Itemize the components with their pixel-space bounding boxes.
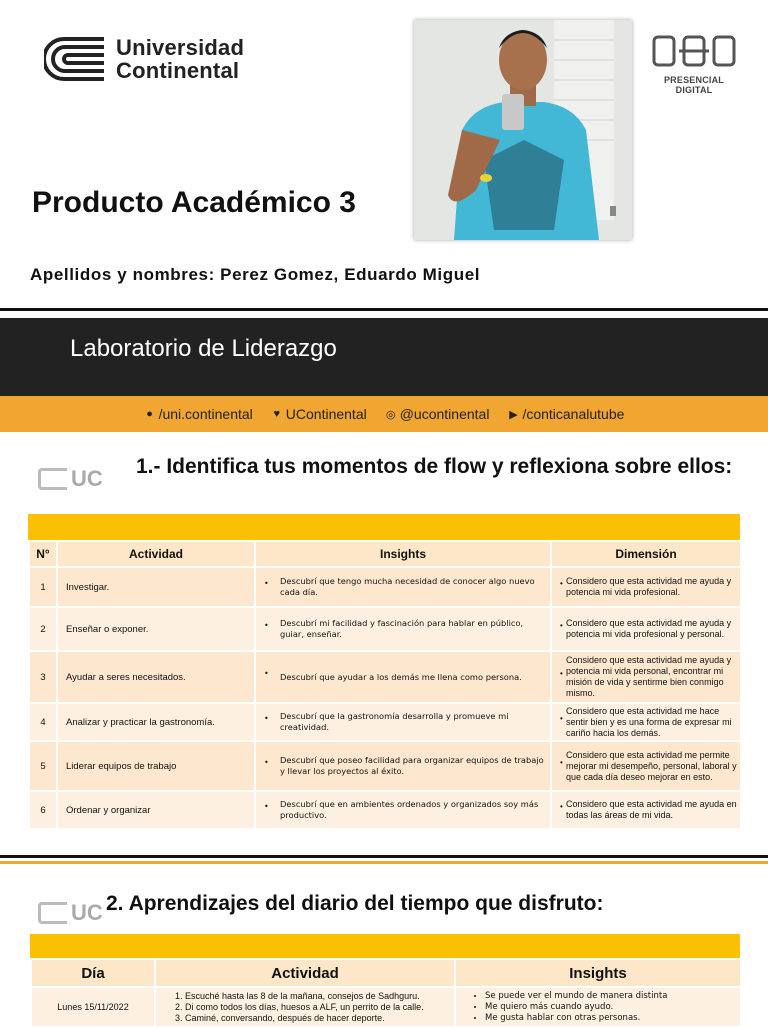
divider	[0, 308, 768, 311]
list-item: 1. Escuché hasta las 8 de la mañana, consejos de Sadhguru.	[185, 991, 453, 1002]
divider	[0, 855, 768, 858]
student-photo	[414, 20, 632, 240]
page-title: Producto Académico 3	[32, 186, 356, 219]
social-twitter[interactable]	[271, 406, 367, 422]
list-item: 2. Di como todos los días, huesos a ALF, un perrito de la calle.	[185, 1002, 453, 1013]
social-bar	[0, 396, 768, 432]
row-dimension: • Considero que esta actividad me hace sentir bien y es una forma de expresar mi cariño hacia los demás.	[551, 703, 741, 741]
diary-table	[30, 958, 742, 1028]
row-dimension: • Considero que esta actividad me ayuda y potencia mi vida profesional y personal.	[551, 607, 741, 651]
table1-header-band	[28, 514, 740, 540]
social-facebook-text: /uni.continental	[158, 406, 253, 422]
row-insights	[455, 987, 741, 1027]
social-instagram[interactable]	[385, 406, 490, 422]
logo-line1: Universidad	[116, 35, 245, 60]
row-actividad: Liderar equipos de trabajo	[57, 741, 255, 791]
row-insight: • Descubrí que la gastronomía desarrolla y promueve mi creatividad.	[255, 703, 551, 741]
row-number: 1	[29, 567, 57, 607]
row-actividad: Ayudar a seres necesitados.	[57, 651, 255, 703]
row-dimension: • Considero que esta actividad me ayuda y potencia mi vida profesional.	[551, 567, 741, 607]
table-row	[29, 607, 741, 651]
row-actividad: Ordenar y organizar	[57, 791, 255, 829]
divider-accent	[0, 861, 768, 864]
row-insight: • Descubrí mi facilidad y fascinación para hablar en público, guiar, enseñar.	[255, 607, 551, 651]
table-row	[29, 741, 741, 791]
table-row	[29, 567, 741, 607]
row-number: 3	[29, 651, 57, 703]
row-dimension: • Considero que esta actividad me permite mejorar mi desempeño, personal, laboral y que cada día deseo mejorar en esto.	[551, 741, 741, 791]
row-number: 4	[29, 703, 57, 741]
table-row	[29, 703, 741, 741]
row-insight: • Descubrí que tengo mucha necesidad de conocer algo nuevo cada día.	[255, 567, 551, 607]
col-insights: Insights	[255, 541, 551, 567]
table2-header-band	[30, 934, 740, 958]
row-insight: • Descubrí que en ambientes ordenados y organizados soy más productivo.	[255, 791, 551, 829]
row-dimension: • Considero que esta actividad me ayuda y potencia mi vida personal, encontrar mi misión de vida y sentirme bien conmigo mismo.	[551, 651, 741, 703]
section1-title: 1.- Identifica tus momentos de flow y reflexiona sobre ellos:	[136, 455, 733, 478]
social-instagram-text: @ucontinental	[399, 406, 490, 422]
row-actividad: Enseñar o exponer.	[57, 607, 255, 651]
instagram-icon: ◎	[385, 408, 396, 421]
col-dia: Día	[31, 959, 155, 987]
list-item: • Me quiero más cuando ayudo.	[485, 1002, 739, 1013]
table-row	[29, 651, 741, 703]
row-dia: Lunes 15/11/2022	[31, 987, 155, 1027]
university-logo	[44, 34, 259, 84]
row-number: 5	[29, 741, 57, 791]
uc-logo-icon	[38, 468, 67, 490]
social-facebook[interactable]	[144, 406, 253, 422]
row-insight: • Descubrí que poseo facilidad para organizar equipos de trabajo y llevar los proyectos al éxito.	[255, 741, 551, 791]
pd-logo-icon	[652, 34, 736, 68]
row-number: 6	[29, 791, 57, 829]
table-row	[31, 987, 741, 1027]
row-number: 2	[29, 607, 57, 651]
facebook-icon: ●	[146, 408, 153, 420]
list-item: • Se puede ver el mundo de manera distinta	[485, 991, 739, 1002]
table-header-row	[31, 959, 741, 987]
col-dimension: Dimensión	[551, 541, 741, 567]
row-actividad: Investigar.	[57, 567, 255, 607]
youtube-icon: ▶	[509, 408, 518, 421]
table-row	[29, 791, 741, 829]
row-actividad: Analizar y practicar la gastronomía.	[57, 703, 255, 741]
social-twitter-text: UContinental	[285, 406, 367, 422]
row-dimension: • Considero que esta actividad me ayuda en todas las áreas de mi vida.	[551, 791, 741, 829]
uc-logo-text: UC	[71, 466, 103, 491]
row-actividades	[155, 987, 455, 1027]
col-actividad: Actividad	[155, 959, 455, 987]
twitter-icon: ♥	[273, 408, 281, 420]
uc-logo	[38, 466, 103, 492]
continental-logo-icon	[44, 35, 106, 83]
social-youtube-text: /conticanalutube	[522, 406, 625, 422]
uc-logo-text: UC	[71, 900, 103, 925]
table-header-row	[29, 541, 741, 567]
row-insight: • Descubrí que ayudar a los demás me llena como persona.	[255, 651, 551, 703]
presencial-digital-logo	[652, 34, 736, 95]
col-insights: Insights	[455, 959, 741, 987]
list-item: • Me gusta hablar con otras personas.	[485, 1013, 739, 1024]
uc-logo-icon	[38, 902, 67, 924]
course-title: Laboratorio de Liderazgo	[70, 335, 337, 362]
pd-label: PRESENCIAL DIGITAL	[663, 75, 724, 95]
col-actividad: Actividad	[57, 541, 255, 567]
student-name: Apellidos y nombres: Perez Gomez, Eduardo Miguel	[30, 265, 481, 284]
logo-line2: Continental	[116, 58, 240, 83]
list-item: 3. Caminé, conversando, después de hacer deporte.	[185, 1013, 453, 1024]
social-youtube[interactable]	[507, 406, 624, 422]
section2-title: 2. Aprendizajes del diario del tiempo que disfruto:	[106, 892, 604, 915]
col-n: N°	[29, 541, 57, 567]
flow-table	[28, 540, 742, 830]
uc-logo	[38, 900, 103, 926]
